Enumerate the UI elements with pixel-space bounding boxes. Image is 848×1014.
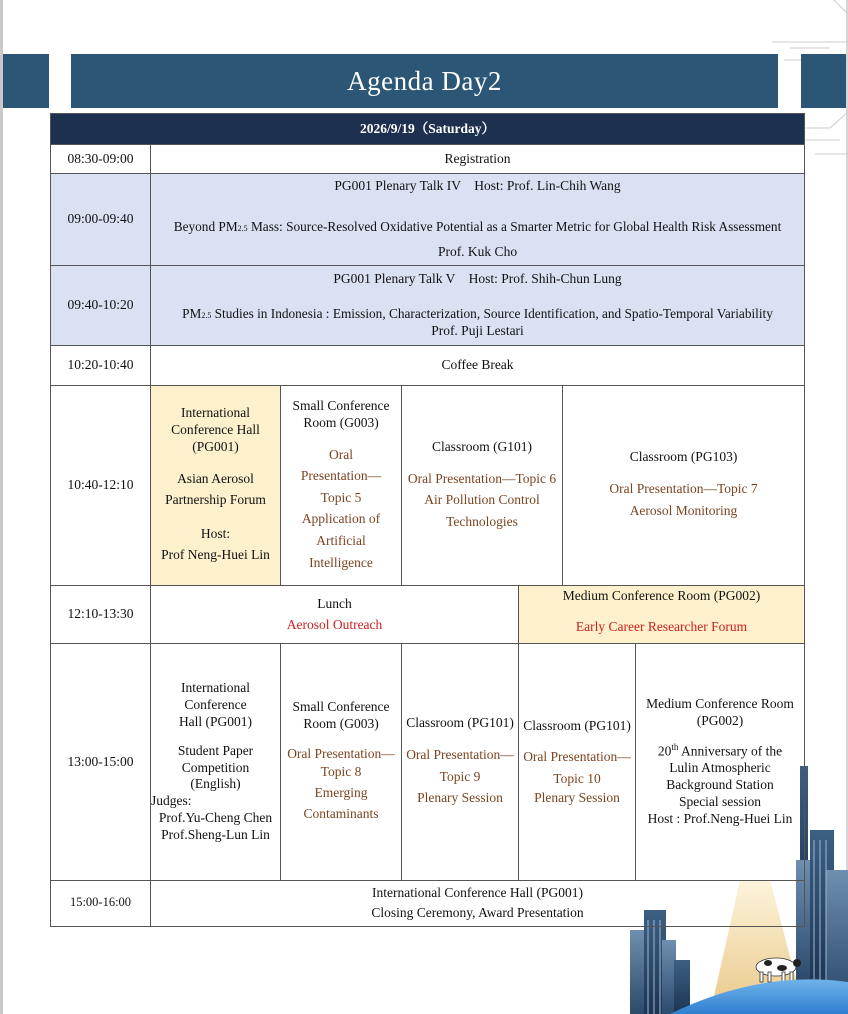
plenary-title [151,219,804,236]
page-title: Agenda Day2 [71,54,778,108]
competition-name: Student Paper Competition (English) [177,742,254,792]
room-name: Classroom (PG101) [523,717,631,733]
table-row [51,644,805,881]
topic-label: Oral Presentation—Topic 7 [609,481,758,497]
plenary-title-subscript: 2.5 [237,224,248,234]
time-cell: 08:30-09:00 [51,145,151,174]
judges-label: Judges: [151,793,192,809]
table-row [51,881,805,927]
plenary-title-start: PM [182,306,202,322]
room-name: International Conference Hall (PG001) [371,885,584,900]
plenary-speaker: Prof. Kuk Cho [437,243,518,259]
topic-label: Oral Presentation—Topic 10 [523,749,631,786]
date-row [51,114,805,145]
table-row [51,266,805,346]
room-name: Classroom (G101) [431,438,533,454]
closing-ceremony-cell [151,881,805,927]
session-cell-pg103 [563,386,805,586]
anniversary-number: 20 [657,743,672,759]
forum-name: Early Career Researcher Forum [575,618,748,634]
date-header: 2026/9/19（Saturday） [51,114,805,145]
host-name: Host : Prof.Neng-Huei Lin [647,810,793,826]
topic-subject: Air Pollution Control Technologies [424,492,540,529]
lunch-title: Lunch [317,596,352,612]
session-cell-pg001 [151,386,281,586]
closing-event: Closing Ceremony, Award Presentation [371,905,584,921]
page-edge-left [0,0,3,1014]
forum-name: Asian Aerosol Partnership Forum [165,470,266,508]
time-cell: 13:00-15:00 [51,644,151,881]
agenda-table [50,113,805,927]
banner-stub-right [801,54,846,108]
room-name: Classroom (PG103) [629,449,738,465]
topic-subject: Plenary Session [534,789,620,805]
table-row [51,174,805,266]
plenary-title-start: Beyond PM [173,219,238,235]
room-name: Small Conference Room (G003) [292,397,390,430]
plenary-title-rest: Studies in Indonesia : Emission, Characterization, Source Identification, and Spatio-Temporal Variability [211,306,773,322]
topic-label: Oral Presentation—Topic 8 [287,746,395,780]
plenary-talk-iv-cell [151,174,805,266]
topic-subject: Plenary Session [417,790,503,806]
anniversary-text [636,742,804,811]
plenary-session: PG001 Plenary Talk IV Host: Prof. Lin-Chih Wang [334,178,621,194]
registration-cell: Registration [151,145,805,174]
judge-name: Prof.Yu-Cheng Chen [158,810,273,826]
topic-subject: Aerosol Monitoring [629,502,738,518]
session-cell-g003 [281,644,402,881]
host-label: Host: [200,525,231,541]
table-row [51,386,805,586]
plenary-title [153,306,802,323]
time-cell: 09:00-09:40 [51,174,151,266]
plenary-talk-v-cell [151,266,805,346]
time-cell: 12:10-13:30 [51,586,151,644]
lunch-cell [151,586,519,644]
topic-label: Oral Presentation—Topic 5 [300,446,382,505]
coffee-break-cell: Coffee Break [151,346,805,386]
session-cell-pg101-b [519,644,636,881]
topic-label: Oral Presentation—Topic 9 [406,747,514,784]
session-cell-pg001 [151,644,281,881]
plenary-session: PG001 Plenary Talk V Host: Prof. Shih-Chun Lung [333,271,622,287]
banner-stub-left [3,54,49,108]
anniversary-suffix: th [671,741,679,752]
room-name: Medium Conference Room (PG002) [562,588,761,603]
host-name: Prof Neng-Huei Lin [161,547,270,563]
anniversary-description: Anniversary of the Lulin Atmospheric Background Station Special session [666,743,783,810]
judge-name: Prof.Sheng-Lun Lin [161,827,270,843]
room-name: International Conference Hall (PG001) [171,405,260,454]
session-cell-pg101-a [402,644,519,881]
session-cell-pg002 [636,644,805,881]
room-name: Classroom (PG101) [406,715,514,731]
time-cell: 10:20-10:40 [51,346,151,386]
plenary-title-rest: Mass: Source-Resolved Oxidative Potential as a Smarter Metric for Global Health Risk Assessment [247,219,782,235]
table-row [51,586,805,644]
table-row [51,145,805,174]
session-cell-g101 [402,386,563,586]
room-name: International Conference Hall (PG001) [178,680,253,729]
topic-subject: Application of Artificial Intelligence [301,511,381,570]
table-row [51,346,805,386]
topic-subject: Emerging Contaminants [303,784,379,822]
topic-label: Oral Presentation—Topic 6 [407,470,557,486]
plenary-speaker: Prof. Puji Lestari [431,322,524,338]
aerosol-outreach: Aerosol Outreach [286,616,383,632]
session-cell-g003 [281,386,402,586]
early-career-forum-cell [519,586,805,644]
time-cell: 15:00-16:00 [51,881,151,927]
plenary-title-subscript: 2.5 [201,311,212,321]
room-name: Small Conference Room (G003) [292,699,390,732]
time-cell: 10:40-12:10 [51,386,151,586]
room-name: Medium Conference Room (PG002) [646,696,794,729]
time-cell: 09:40-10:20 [51,266,151,346]
